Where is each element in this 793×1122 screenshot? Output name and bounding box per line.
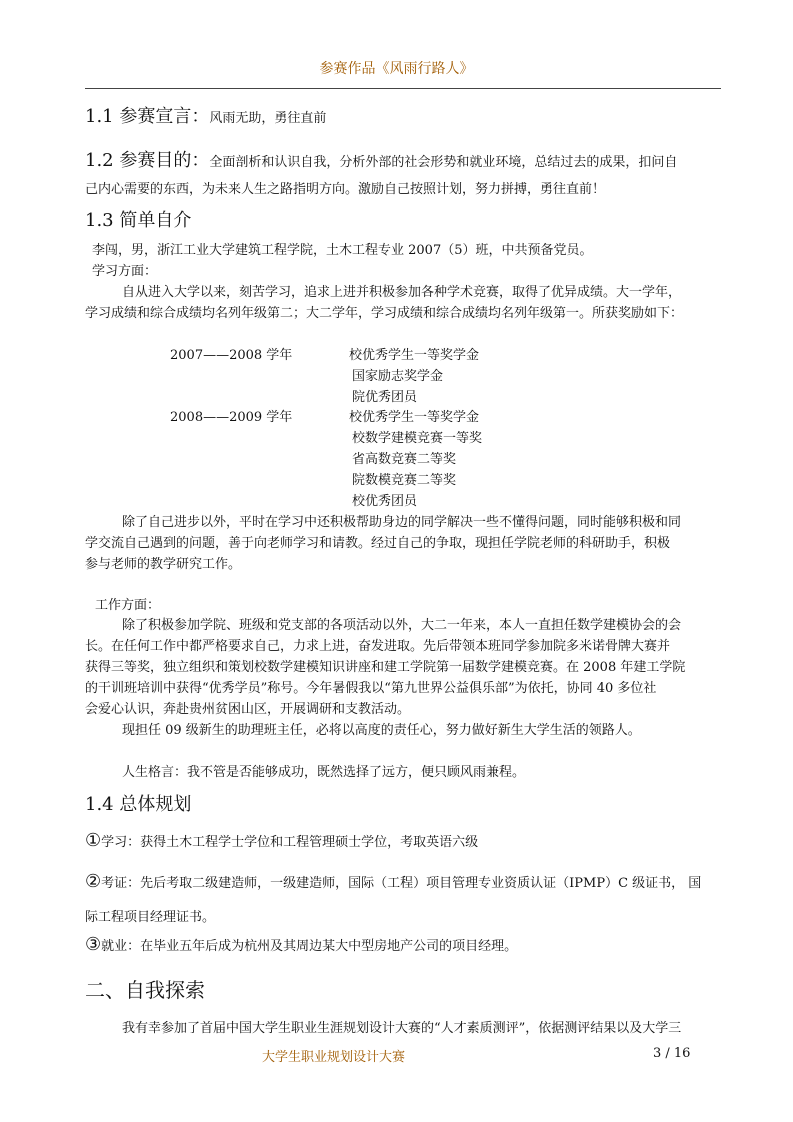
award-year: 2007——2008 学年 [170,348,293,363]
study-paragraph-line: 除了自己进步以外，平时在学习中还积极帮助身边的同学解决一些不懂得问题，同时能够积极和同 [122,515,682,530]
plan-text: 际工程项目经理证书。 [85,910,216,925]
page-footer-title: 大学生职业规划设计大赛 [262,1050,406,1065]
section-text: 风雨无助，勇往直前 [209,111,327,126]
page-number: 3 / 16 [653,1046,691,1061]
section-1-1 [85,102,326,128]
intro-text: 李闯，男，浙江工业大学建筑工程学院，土木工程专业 2007（5）班，中共预备党员。 [92,243,593,258]
work-paragraph-line: 获得三等奖，独立组织和策划校数学建模知识讲座和建工学院第一届数学建模竞赛。在 2008 年建工学院 [85,660,686,675]
study-label: 学习方面： [92,264,158,279]
award-item: 校优秀团员 [352,494,418,509]
study-paragraph-line: 学交流自己遇到的问题，善于向老师学习和请教。经过自己的争取，现担任学院老师的科研助手，积极 [85,536,671,551]
work-paragraph-line: 现担任 09 级新生的助理班主任，必将以高度的责任心，努力做好新生大学生活的领路人。 [122,723,641,738]
circled-number-1: ① [85,830,102,851]
section-text-line: 己内心需要的东西，为未来人生之路指明方向。激励自己按照计划，努力拼搏，勇往直前！ [85,182,606,197]
work-paragraph-line: 除了积极参加学院、班级和党支部的各项活动以外，大二一年来，本人一直担任数学建模协会的会 [122,618,682,633]
circled-number-3: ③ [85,934,102,955]
plan-item-certificate [85,871,701,892]
motto-text: 人生格言：我不管是否能够成功，既然选择了远方，便只顾风雨兼程。 [122,765,526,780]
work-paragraph-line: 会爱心认识，奔赴贵州贫困山区，开展调研和支教活动。 [85,702,411,717]
section-1-2 [85,146,677,172]
award-item: 省高数竞赛二等奖 [352,452,457,467]
study-paragraph-line: 学习成绩和综合成绩均名列年级第二；大二学年，学习成绩和综合成绩均名列年级第一。所获奖励如下： [85,306,684,321]
circled-number-2: ② [85,871,102,892]
award-year: 2008——2009 学年 [170,410,293,425]
award-item: 校优秀学生一等奖学金 [349,410,480,425]
award-item: 校优秀学生一等奖学金 [349,348,480,363]
page-header-title: 参赛作品《风雨行路人》 [319,61,474,77]
study-paragraph-line: 自从进入大学以来，刻苦学习，追求上进并积极参加各种学术竞赛，取得了优异成绩。大一学年， [122,285,682,300]
work-paragraph-line: 的干训班培训中获得“优秀学员”称号。今年暑假我以“第九世界公益俱乐部”为依托，协同 40 多位社 [85,681,657,696]
section-heading: 1.2 参赛目的： [85,150,210,171]
study-paragraph-line: 参与老师的教学研究工作。 [85,557,242,572]
plan-text: 就业：在毕业五年后成为杭州及其周边某大中型房地产公司的项目经理。 [101,939,518,954]
award-item: 院优秀团员 [352,390,418,405]
work-label: 工作方面： [95,598,161,613]
section-heading: 1.4 总体规划 [85,794,192,815]
paragraph-line: 我有幸参加了首届中国大学生职业生涯规划设计大赛的“人才素质测评”，依据测评结果以及大学三 [122,1021,682,1036]
plan-text: 考证：先后考取二级建造师，一级建造师，国际（工程）项目管理专业资质认证（IPMP）C 级证书， 国 [101,876,702,891]
section-text-line: 全面剖析和认识自我，分析外部的社会形势和就业环境，总结过去的成果，扣问自 [209,155,678,170]
section-heading: 1.1 参赛宣言： [85,106,210,127]
work-paragraph-line: 长。在任何工作中都严格要求自己，力求上进，奋发进取。先后带领本班同学参加院多米诺骨牌大赛并 [85,639,671,654]
chapter-heading: 二、自我探索 [85,978,205,1002]
plan-item-employment [85,934,517,955]
section-heading: 1.3 简单自介 [85,210,192,231]
plan-text: 学习：获得土木工程学士学位和工程管理硕士学位，考取英语六级 [101,835,479,850]
plan-item-study [85,830,478,851]
award-item: 院数模竞赛二等奖 [352,473,457,488]
award-item: 校数学建模竞赛一等奖 [352,431,483,446]
header-divider [85,88,721,89]
award-item: 国家励志奖学金 [352,369,444,384]
